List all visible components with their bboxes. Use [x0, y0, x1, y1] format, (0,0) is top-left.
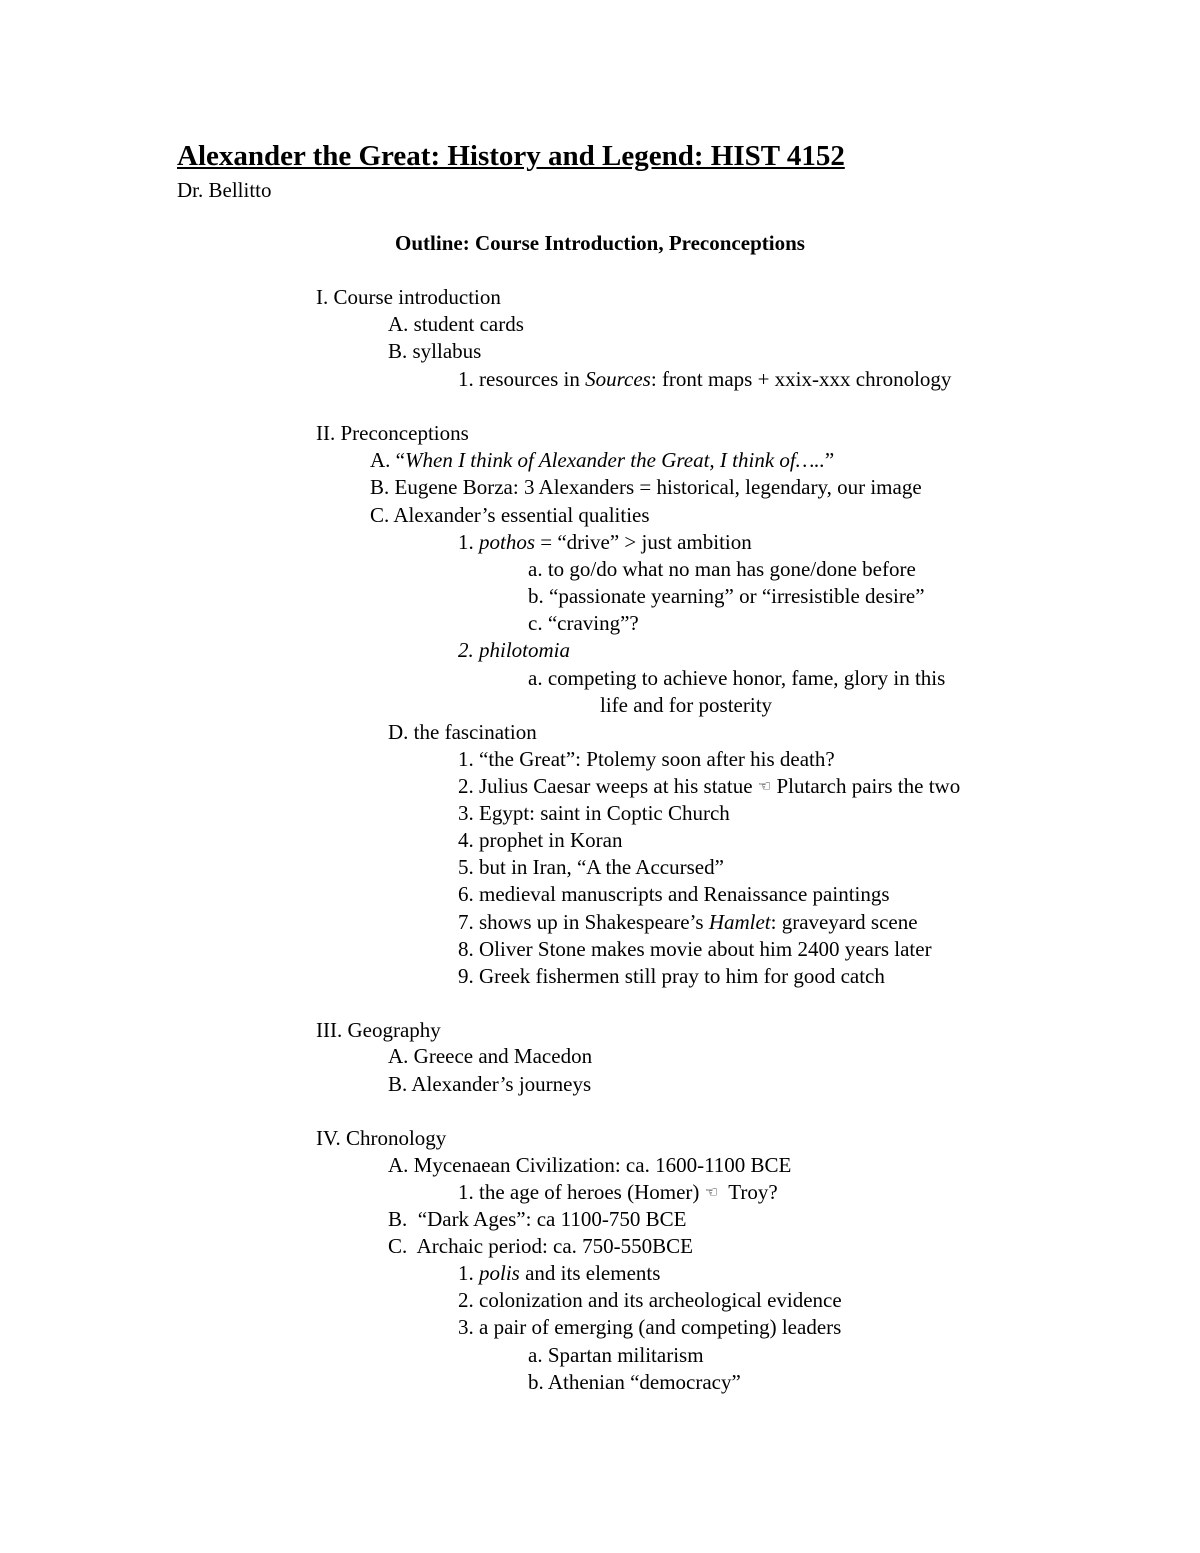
outline-item: 1. pothos = “drive” > just ambition — [458, 530, 752, 554]
outline-item: 5. but in Iran, “A the Accursed” — [458, 855, 724, 879]
outline-item: A. Mycenaean Civilization: ca. 1600-1100 BCE — [388, 1153, 792, 1177]
outline-item: B. Eugene Borza: 3 Alexanders = historical, legendary, our image — [370, 475, 922, 499]
section-heading: I. Course introduction — [316, 285, 501, 309]
outline-item: 2. Julius Caesar weeps at his statue ☜ Plutarch pairs the two — [458, 774, 961, 798]
outline-subtitle: Outline: Course Introduction, Preconceptions — [395, 231, 805, 255]
section-heading: II. Preconceptions — [316, 421, 469, 445]
outline-item: 6. medieval manuscripts and Renaissance paintings — [458, 882, 890, 906]
section-heading: IV. Chronology — [316, 1126, 447, 1150]
outline-item: 1. polis and its elements — [458, 1261, 661, 1285]
outline-item: 8. Oliver Stone makes movie about him 2400 years later — [458, 937, 932, 961]
outline-item: 3. Egypt: saint in Coptic Church — [458, 801, 730, 825]
document-title: Alexander the Great: History and Legend: HIST 4152 — [177, 140, 845, 172]
outline-item: a. competing to achieve honor, fame, glory in this — [528, 666, 946, 690]
outline-item: b. Athenian “democracy” — [528, 1370, 741, 1394]
outline-item: C. Archaic period: ca. 750-550BCE — [388, 1234, 694, 1258]
outline-item: B. Alexander’s journeys — [388, 1072, 592, 1096]
outline-item: B. “Dark Ages”: ca 1100-750 BCE — [388, 1207, 687, 1231]
outline-item: 9. Greek fishermen still pray to him for good catch — [458, 964, 885, 988]
outline-item: b. “passionate yearning” or “irresistible desire” — [528, 584, 925, 608]
author-name: Dr. Bellitto — [177, 178, 272, 202]
outline-item-continuation: life and for posterity — [600, 693, 773, 717]
outline-item: 2. colonization and its archeological evidence — [458, 1288, 842, 1312]
outline-item: 4. prophet in Koran — [458, 828, 623, 852]
outline-item: c. “craving”? — [528, 611, 639, 635]
outline-item: 2. philotomia — [458, 638, 571, 662]
outline-item: 1. resources in Sources: front maps + xxix-xxx chronology — [458, 367, 952, 391]
outline-item: A. student cards — [388, 312, 524, 336]
outline-item: A. “When I think of Alexander the Great, I think of…..” — [370, 448, 835, 472]
outline-item: A. Greece and Macedon — [388, 1044, 593, 1068]
pointing-hand-icon: ☜ — [757, 779, 772, 795]
outline-item: 7. shows up in Shakespeare’s Hamlet: graveyard scene — [458, 910, 918, 934]
section-heading: III. Geography — [316, 1018, 441, 1042]
outline-item: 1. the age of heroes (Homer) ☜ Troy? — [458, 1180, 778, 1204]
outline-item: 1. “the Great”: Ptolemy soon after his death? — [458, 747, 835, 771]
outline-item: C. Alexander’s essential qualities — [370, 503, 650, 527]
outline-item: a. to go/do what no man has gone/done before — [528, 557, 916, 581]
outline-item: B. syllabus — [388, 339, 482, 363]
outline-item: D. the fascination — [388, 720, 537, 744]
outline-item: 3. a pair of emerging (and competing) leaders — [458, 1315, 842, 1339]
outline-item: a. Spartan militarism — [528, 1343, 704, 1367]
pointing-hand-icon: ☜ — [704, 1185, 719, 1201]
